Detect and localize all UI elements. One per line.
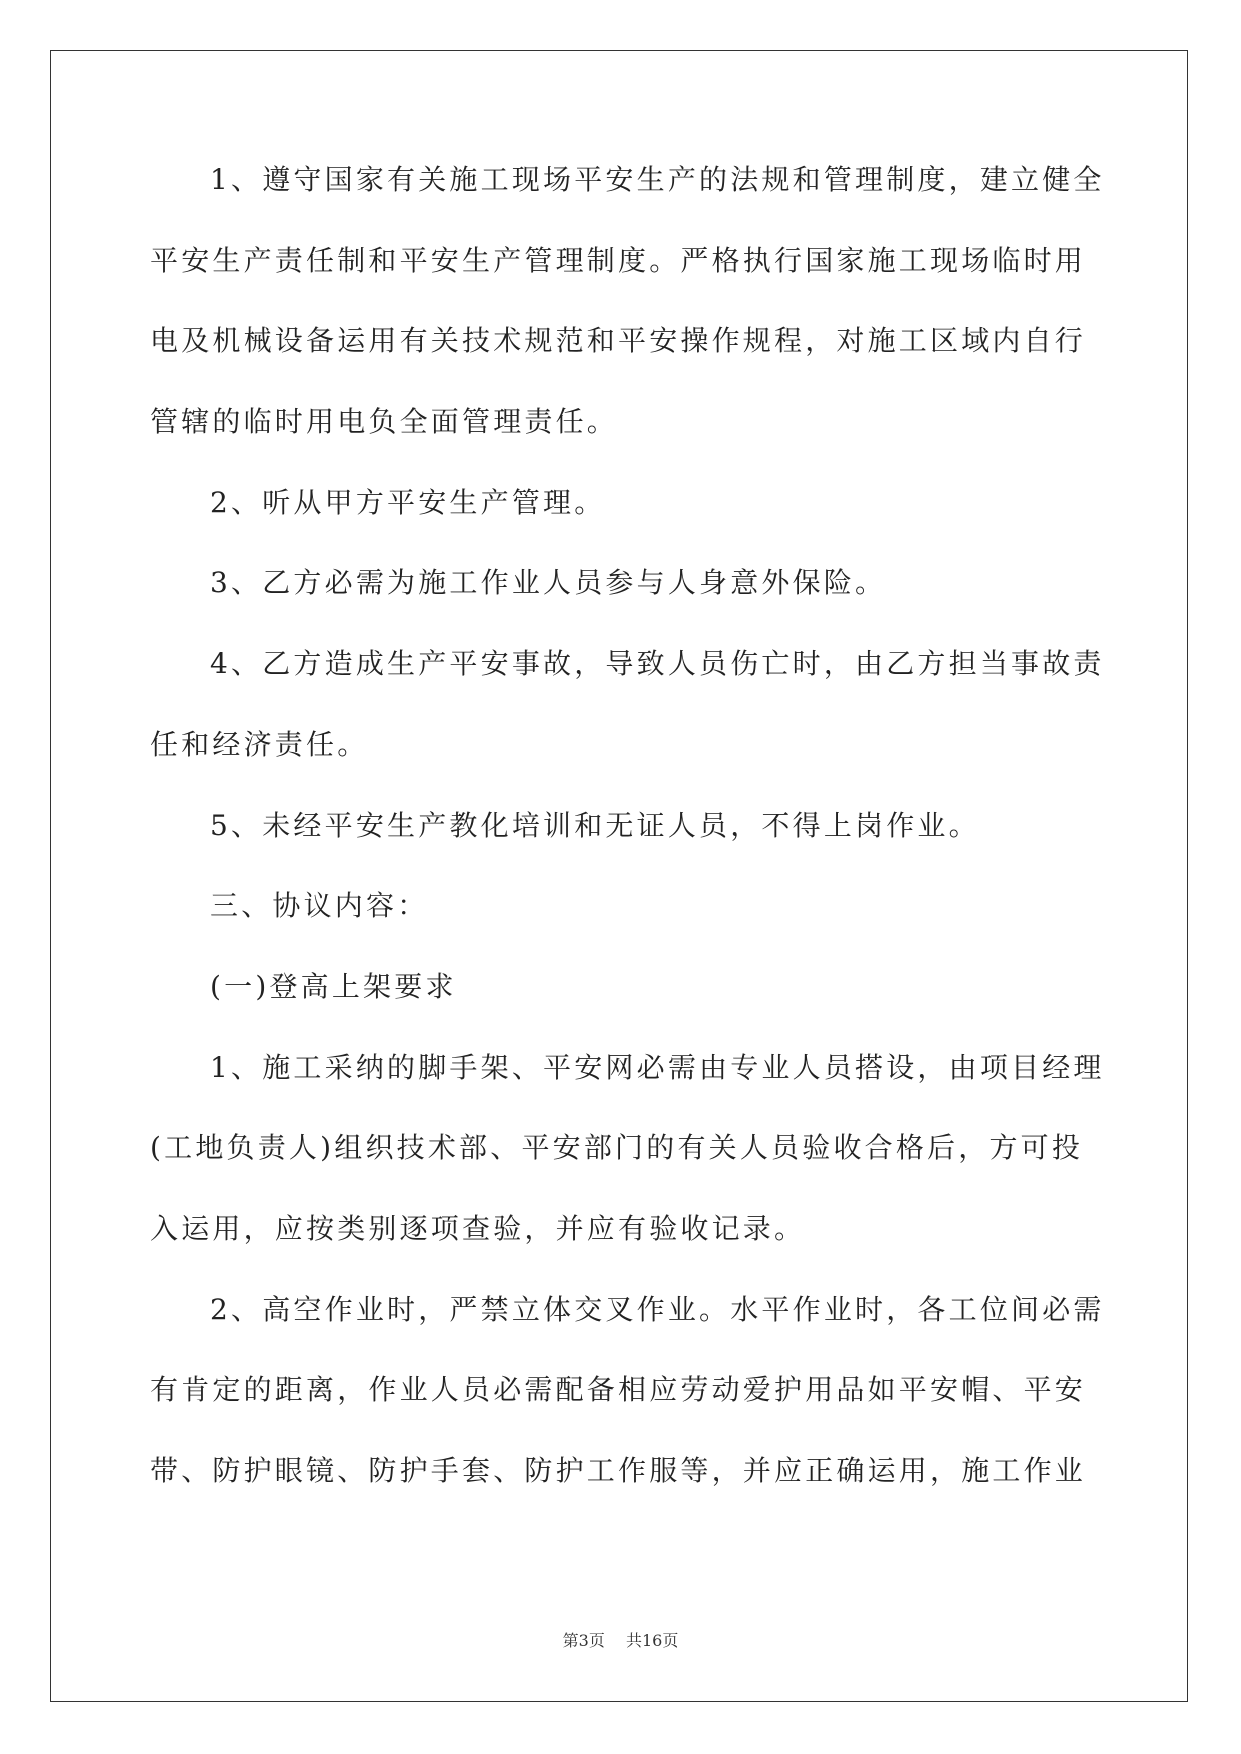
document-body [150, 162, 1105, 1534]
text-line: (工地负责人)组织技术部、平安部门的有关人员验收合格后，方可投 [150, 1131, 1084, 1165]
text-line: 入运用，应按类别逐项查验，并应有验收记录。 [150, 1211, 806, 1245]
text-line: 带、防护眼镜、防护手套、防护工作服等，并应正确运用，施工作业 [150, 1454, 1087, 1487]
text-line: 1、施工采纳的脚手架、平安网必需由专业人员搭设，由项目经理 [210, 1050, 1105, 1084]
text-line: 4、乙方造成生产平安事故，导致人员伤亡时，由乙方担当事故责 [210, 647, 1105, 681]
text-line: 2、听从甲方平安生产管理。 [210, 485, 606, 519]
text-line: 1、遵守国家有关施工现场平安生产的法规和管理制度，建立健全 [210, 163, 1105, 196]
text-line: (一)登高上架要求 [210, 969, 457, 1003]
text-line: 电及机械设备运用有关技术规范和平安操作规程，对施工区域内自行 [150, 324, 1087, 358]
page-footer [0, 1628, 1241, 1651]
text-line: 平安生产责任制和平安生产管理制度。严格执行国家施工现场临时用 [150, 243, 1087, 277]
page-number: 第3页 [562, 1631, 605, 1650]
text-line: 任和经济责任。 [150, 727, 369, 761]
text-line: 三、协议内容： [210, 889, 429, 923]
text-line: 管辖的临时用电负全面管理责任。 [150, 405, 619, 439]
text-line: 2、高空作业时，严禁立体交叉作业。水平作业时，各工位间必需 [210, 1292, 1105, 1326]
text-line: 有肯定的距离，作业人员必需配备相应劳动爱护用品如平安帽、平安 [150, 1373, 1087, 1407]
text-line: 5、未经平安生产教化培训和无证人员，不得上岗作业。 [210, 808, 980, 842]
text-line: 3、乙方必需为施工作业人员参与人身意外保险。 [210, 566, 887, 600]
page-total: 共16页 [625, 1631, 679, 1650]
